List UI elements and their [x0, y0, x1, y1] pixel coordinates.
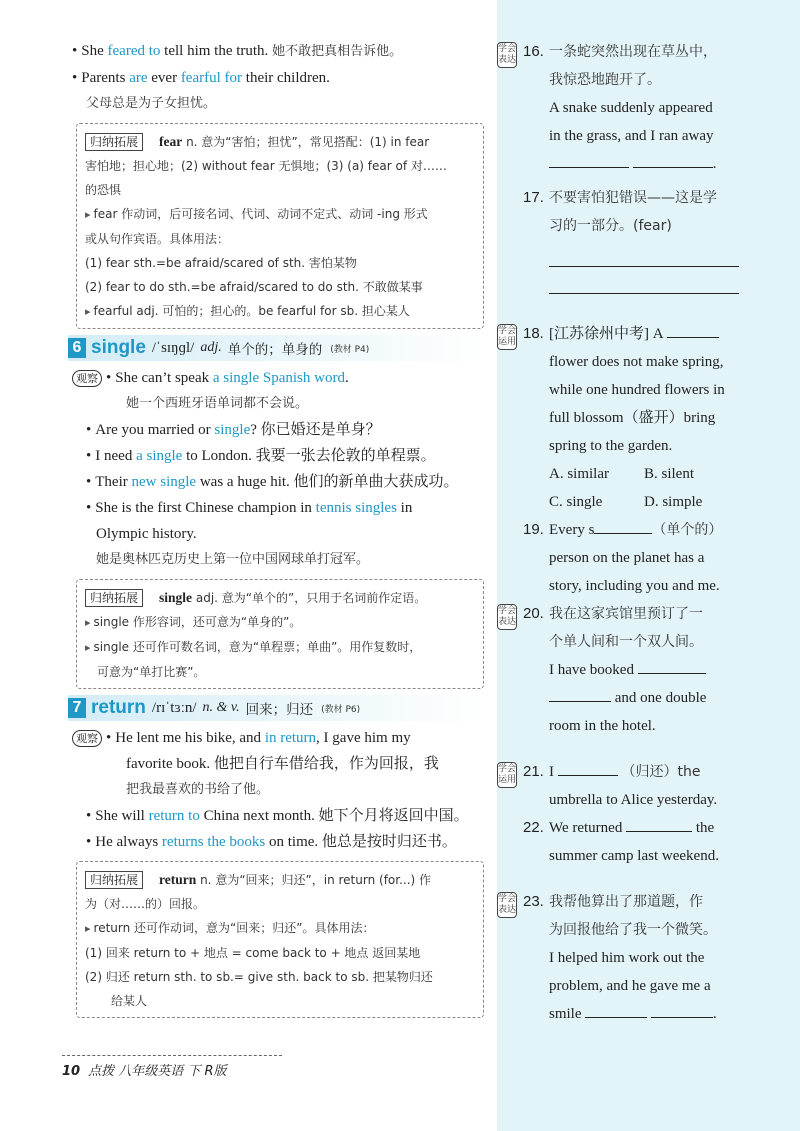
skill-badge: 学会运用 [497, 762, 517, 788]
example-sentence: • I need a single to London. 我要一张去伦敦的单程票。 [86, 448, 436, 464]
example-translation: 她是奥林匹克历史上第一位中国网球单打冠军。 [96, 552, 370, 567]
example-sentence: • Their new single was a huge hit. 他们的新单曲大获成功。 [86, 474, 459, 490]
answer-blank[interactable] [549, 153, 629, 168]
question-18: 学会运用 18. [江苏徐州中考] A flower does not make spring, while one hundred flowers in full blossom（盛开）bring spring to the garden. A. similar B. silent C. single D. simple [497, 320, 787, 516]
box-tag: 归纳拓展 [85, 133, 143, 151]
arrow-icon: ▸ [85, 208, 91, 221]
skill-badge: 学会表达 [497, 42, 517, 68]
skill-badge: 学会运用 [497, 324, 517, 350]
example-sentence: 观察 • He lent me his bike, and in return, I gave him my [72, 725, 484, 751]
example-sentence: 观察 • She can’t speak a single Spanish word. [72, 365, 484, 391]
fear-extension-box: 归纳拓展 fear n. 意为“害怕；担忧”，常见搭配：(1) in fear 害怕地；担心地；(2) without fear 无惧地；(3) (a) fear of 对…… 的恐惧 ▸ fear 作动词，后可接名词、代词、动词不定式、动词 -ing 形式 或从句作宾语。具体用法： (1) fear sth.=be afraid/scared of sth. 害怕某物 (2) fear to do sth.=be afraid/scared to do sth. 不敢做某事 ▸ fearful adj. 可怕的；担心的。be fearful for sb. 担心某人 [76, 123, 484, 329]
arrow-icon: ▸ [85, 305, 91, 318]
observe-badge: 观察 [72, 730, 102, 747]
skill-badge: 学会表达 [497, 604, 517, 630]
question-23: 学会表达 23. 我帮他算出了那道题，作 为回报他给了我一个微笑。 I helped him work out the problem, and he gave me a smile . [498, 893, 717, 1022]
answer-blank[interactable] [651, 1003, 713, 1018]
example-translation: 她一个西班牙语单词都不会说。 [126, 396, 309, 411]
answer-blank[interactable] [633, 153, 713, 168]
answer-blank[interactable] [667, 323, 719, 338]
question-22: 22. We returned the summer camp last weekend. [523, 819, 719, 864]
arrow-icon: ▸ [85, 922, 91, 935]
example-translation: 父母总是为子女担忧。 [86, 96, 217, 111]
answer-blank[interactable] [558, 761, 618, 776]
answer-blank[interactable] [638, 659, 706, 674]
question-21: 学会运用 21. I （归还）the umbrella to Alice yesterday. [498, 763, 718, 808]
skill-badge: 学会表达 [497, 892, 517, 918]
box-tag: 归纳拓展 [85, 871, 143, 889]
option-c[interactable]: C. single [549, 494, 603, 510]
page-number: 10 [62, 1064, 81, 1079]
option-b[interactable]: B. silent [644, 466, 695, 482]
word-heading-single: 6 single /ˈsɪŋɡl/ adj. 单个的；单身的 (教材 P4) [68, 335, 484, 361]
example-sentence: • Are you married or single? 你已婚还是单身？ [86, 422, 381, 438]
option-d[interactable]: D. simple [644, 494, 703, 510]
word-heading-return: 7 return /rɪˈtɜːn/ n. & v. 回来；归还 (教材 P6) [68, 695, 484, 721]
book-title: 点拨 八年级英语 下 R版 [88, 1064, 227, 1079]
answer-blank[interactable] [626, 817, 692, 832]
right-column [497, 38, 787, 1028]
answer-line[interactable] [549, 240, 739, 267]
answer-blank[interactable] [549, 687, 611, 702]
example-sentence: • She is the first Chinese champion in tennis singles in [86, 500, 413, 516]
option-a[interactable]: A. similar [549, 466, 609, 482]
observe-badge: 观察 [72, 370, 102, 387]
page-footer [62, 1055, 282, 1079]
answer-blank[interactable] [585, 1003, 647, 1018]
example-sentence: • She feared to tell him the truth. 她不敢把真相告诉他。 [72, 43, 403, 59]
question-20: 学会表达 20. 我在这家宾馆里预订了一 个单人间和一个双人间。 I have booked and one double room in the hotel. [498, 605, 707, 734]
example-sentence: • Parents are ever fearful for their children. [72, 70, 330, 86]
single-extension-box: 归纳拓展 single adj. 意为“单个的”，只用于名词前作定语。 ▸ single 作形容词，还可意为“单身的”。 ▸ single 还可作可数名词，意为“单程票；单曲”。用作复数时， 可意为“单打比赛”。 [76, 579, 484, 689]
example-sentence-cont: favorite book. 他把自行车借给我，作为回报，我 [126, 756, 439, 772]
example-sentence-cont: Olympic history. [96, 526, 197, 542]
return-extension-box: 归纳拓展 return n. 意为“回来；归还”，in return (for...) 作 为（对……的）回报。 ▸ return 还可作动词，意为“回来；归还”。具体用法： (1) 回来 return to + 地点 = come back to + 地点 返回某地 (2) 归还 return sth. to sb.= give sth. back to sb. 把某物归还 给某人 [76, 861, 484, 1018]
answer-blank[interactable] [594, 519, 652, 534]
arrow-icon: ▸ [85, 641, 91, 654]
question-16: 学会表达 16. 一条蛇突然出现在草丛中， 我惊恐地跑开了。 A snake suddenly appeared in the grass, and I ran away . [498, 43, 717, 172]
box-tag: 归纳拓展 [85, 589, 143, 607]
question-17: 17. 不要害怕犯错误——这是学 习的一部分。(fear) [497, 184, 787, 294]
left-column [72, 38, 484, 1024]
example-translation: 把我最喜欢的书给了他。 [126, 782, 270, 797]
answer-line[interactable] [549, 267, 739, 294]
example-sentence: • He always returns the books on time. 他总是按时归还书。 [86, 834, 457, 850]
arrow-icon: ▸ [85, 616, 91, 629]
question-19: 19. Every s （单个的） person on the planet has a story, including you and me. [523, 521, 723, 594]
example-sentence: • She will return to China next month. 她下个月将返回中国。 [86, 808, 469, 824]
